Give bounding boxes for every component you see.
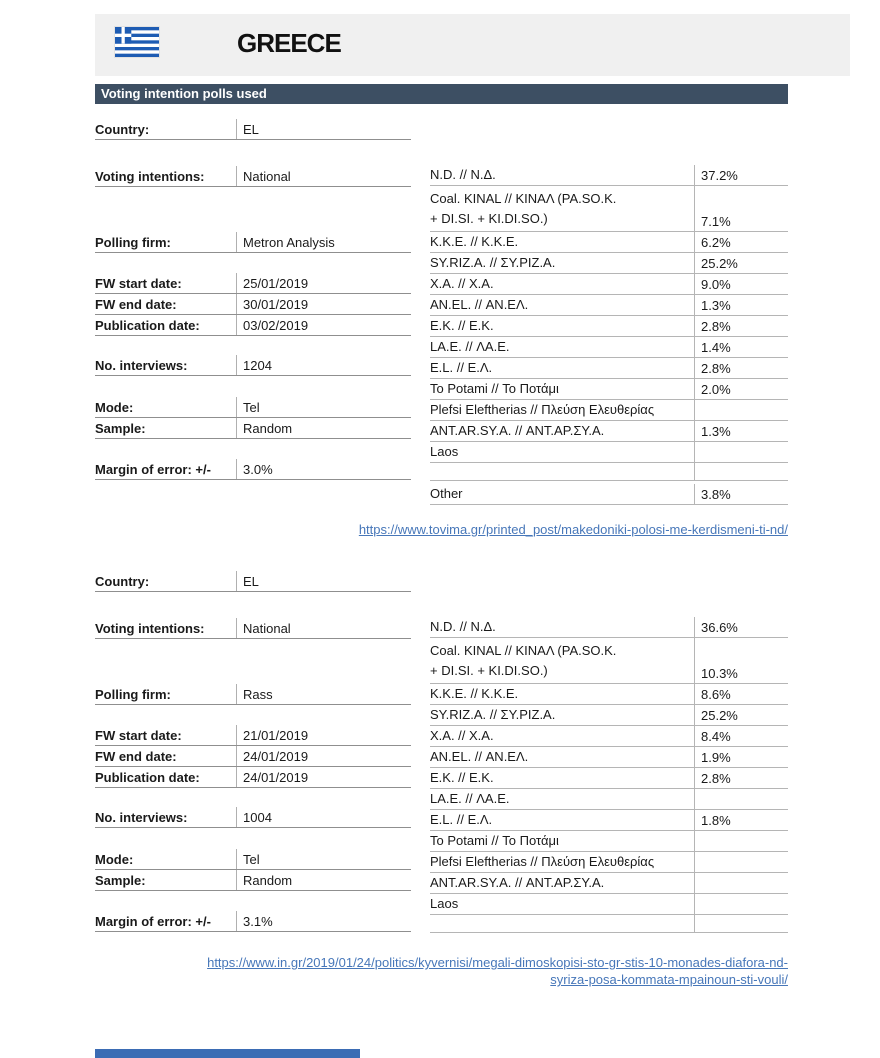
party-value: 1.4% (694, 337, 788, 357)
party-row (430, 442, 788, 463)
party-value (694, 400, 788, 420)
field-label: FW end date: (95, 296, 177, 312)
field-row-fw-start-date (95, 725, 411, 746)
party-value: 7.1% (694, 186, 788, 231)
greece-flag-icon (115, 27, 159, 57)
party-row (430, 705, 788, 726)
party-name: Coal. KINAL // ΚΙΝΑΛ (PA.SO.K. + DI.SI. + KI.DI.SO.) (430, 642, 617, 678)
field-label: Sample: (95, 872, 146, 888)
field-label: Publication date: (95, 317, 200, 333)
field-label: Polling firm: (95, 234, 171, 250)
field-row-fw-start-date (95, 273, 411, 294)
field-value: EL (236, 571, 411, 591)
field-value: 30/01/2019 (236, 294, 411, 314)
party-name: AN.EL. // ΑΝ.ΕΛ. (430, 749, 529, 764)
party-name: K.K.E. // Κ.Κ.Ε. (430, 234, 519, 249)
field-row-country (95, 571, 411, 592)
field-label: Margin of error: +/- (95, 461, 211, 477)
party-row (430, 165, 788, 186)
party-row-empty (430, 915, 788, 933)
party-row-other (430, 484, 788, 505)
field-row-polling-firm (95, 232, 411, 253)
country-header (95, 14, 850, 76)
field-label: Voting intentions: (95, 168, 205, 184)
source-link[interactable] (207, 955, 788, 987)
party-row (430, 186, 788, 232)
party-value: 9.0% (694, 274, 788, 294)
field-label: FW start date: (95, 275, 182, 291)
field-row-polling-firm (95, 684, 411, 705)
field-row-mode (95, 849, 411, 870)
field-row-country (95, 119, 411, 140)
party-name: Laos (430, 896, 459, 911)
party-name: X.A. // Χ.Α. (430, 276, 494, 291)
page-title: GREECE (237, 28, 341, 58)
party-row (430, 831, 788, 852)
party-value: 1.8% (694, 810, 788, 830)
poll2-results-table (430, 617, 788, 933)
section-header: Voting intention polls used (95, 84, 788, 104)
party-name: AN.EL. // ΑΝ.ΕΛ. (430, 297, 529, 312)
party-name: To Potami // Το Ποτάμι (430, 833, 559, 848)
party-value: 3.8% (694, 484, 788, 504)
party-row (430, 421, 788, 442)
field-value: 21/01/2019 (236, 725, 411, 745)
party-row (430, 337, 788, 358)
field-row-mode (95, 397, 411, 418)
field-row-sample (95, 418, 411, 439)
party-row (430, 789, 788, 810)
link-line[interactable]: syriza-posa-kommata-mpainoun-sti-vouli/ (550, 972, 788, 987)
party-row (430, 295, 788, 316)
field-row-voting-intentions (95, 166, 411, 187)
party-value: 25.2% (694, 253, 788, 273)
party-row (430, 726, 788, 747)
party-row (430, 400, 788, 421)
party-value: 37.2% (694, 165, 788, 185)
field-label: Country: (95, 573, 150, 589)
field-value: 24/01/2019 (236, 746, 411, 766)
party-value (694, 894, 788, 914)
party-value: 2.8% (694, 358, 788, 378)
party-value: 2.8% (694, 316, 788, 336)
field-row-voting-intentions (95, 618, 411, 639)
field-value: 03/02/2019 (236, 315, 411, 335)
party-row (430, 379, 788, 400)
field-value: Metron Analysis (236, 232, 411, 252)
party-value (694, 915, 788, 932)
field-label: No. interviews: (95, 357, 188, 373)
party-name: K.K.E. // Κ.Κ.Ε. (430, 686, 519, 701)
field-value: 3.1% (236, 911, 411, 931)
party-value (694, 463, 788, 480)
next-section-bar-fragment (95, 1049, 360, 1058)
party-value: 2.8% (694, 768, 788, 788)
field-value: Rass (236, 684, 411, 704)
party-value (694, 831, 788, 851)
party-row (430, 232, 788, 253)
field-row-margin-of-error (95, 911, 411, 932)
party-row-empty (430, 463, 788, 481)
party-value (694, 442, 788, 462)
party-name: SY.RIZ.A. // ΣΥ.ΡΙΖ.Α. (430, 707, 556, 722)
field-row-no-interviews (95, 807, 411, 828)
field-value: 25/01/2019 (236, 273, 411, 293)
field-label: FW start date: (95, 727, 182, 743)
party-value (694, 873, 788, 893)
party-row (430, 684, 788, 705)
party-name: SY.RIZ.A. // ΣΥ.ΡΙΖ.Α. (430, 255, 556, 270)
field-label: No. interviews: (95, 809, 188, 825)
party-row (430, 873, 788, 894)
field-value: 3.0% (236, 459, 411, 479)
party-row (430, 768, 788, 789)
party-row (430, 253, 788, 274)
field-value: Tel (236, 849, 411, 869)
party-row (430, 617, 788, 638)
field-label: Country: (95, 121, 150, 137)
field-value: EL (236, 119, 411, 139)
party-name: LA.E. // ΛΑ.Ε. (430, 339, 510, 354)
party-row (430, 810, 788, 831)
party-row (430, 274, 788, 295)
field-label: Margin of error: +/- (95, 913, 211, 929)
field-row-sample (95, 870, 411, 891)
party-name (430, 463, 694, 480)
field-row-fw-end-date (95, 746, 411, 767)
field-value: Random (236, 418, 411, 438)
party-name: Other (430, 486, 463, 501)
party-value: 1.9% (694, 747, 788, 767)
party-value: 1.3% (694, 295, 788, 315)
link-line[interactable]: https://www.in.gr/2019/01/24/politics/kyvernisi/megali-dimoskopisi-sto-gr-stis-10-monades-diafora-nd- (207, 955, 788, 970)
poll2-source (95, 954, 788, 988)
party-row (430, 747, 788, 768)
field-value: 24/01/2019 (236, 767, 411, 787)
party-name: ANT.AR.SY.A. // ΑΝΤ.ΑΡ.ΣΥ.Α. (430, 423, 605, 438)
field-row-fw-end-date (95, 294, 411, 315)
field-label: Mode: (95, 399, 134, 415)
field-label: Polling firm: (95, 686, 171, 702)
party-value: 2.0% (694, 379, 788, 399)
field-row-publication-date (95, 767, 411, 788)
party-name: Plefsi Eleftherias // Πλεύση Ελευθερίας (430, 854, 655, 869)
party-name: Plefsi Eleftherias // Πλεύση Ελευθερίας (430, 402, 655, 417)
party-name: LA.E. // ΛΑ.Ε. (430, 791, 510, 806)
party-value: 6.2% (694, 232, 788, 252)
party-row (430, 316, 788, 337)
field-value: National (236, 166, 411, 186)
field-label: FW end date: (95, 748, 177, 764)
field-label: Mode: (95, 851, 134, 867)
party-value: 10.3% (694, 638, 788, 683)
poll1-source (95, 521, 788, 538)
party-row (430, 894, 788, 915)
party-value: 8.6% (694, 684, 788, 704)
party-name: E.K. // Ε.Κ. (430, 770, 494, 785)
party-name: Coal. KINAL // ΚΙΝΑΛ (PA.SO.K. + DI.SI. + KI.DI.SO.) (430, 190, 617, 226)
party-value: 1.3% (694, 421, 788, 441)
party-value (694, 789, 788, 809)
party-name: E.L. // Ε.Λ. (430, 812, 493, 827)
field-label: Voting intentions: (95, 620, 205, 636)
party-value: 8.4% (694, 726, 788, 746)
party-name: Laos (430, 444, 459, 459)
field-value: 1204 (236, 355, 411, 375)
field-value: National (236, 618, 411, 638)
party-name: ANT.AR.SY.A. // ΑΝΤ.ΑΡ.ΣΥ.Α. (430, 875, 605, 890)
poll1-results-table (430, 165, 788, 505)
party-row (430, 852, 788, 873)
party-name: E.L. // Ε.Λ. (430, 360, 493, 375)
field-value: Random (236, 870, 411, 890)
party-name (430, 915, 694, 932)
field-label: Sample: (95, 420, 146, 436)
party-row (430, 358, 788, 379)
party-row (430, 638, 788, 684)
party-name: N.D. // Ν.Δ. (430, 167, 496, 182)
party-name: N.D. // Ν.Δ. (430, 619, 496, 634)
party-value: 25.2% (694, 705, 788, 725)
field-label: Publication date: (95, 769, 200, 785)
field-row-no-interviews (95, 355, 411, 376)
party-name: To Potami // Το Ποτάμι (430, 381, 559, 396)
field-row-margin-of-error (95, 459, 411, 480)
field-row-publication-date (95, 315, 411, 336)
source-link[interactable]: https://www.tovima.gr/printed_post/makedoniki-polosi-me-kerdismeni-ti-nd/ (358, 522, 788, 537)
poll2-meta-table (95, 571, 411, 932)
poll1-meta-table (95, 119, 411, 480)
field-value: Tel (236, 397, 411, 417)
field-value: 1004 (236, 807, 411, 827)
party-name: E.K. // Ε.Κ. (430, 318, 494, 333)
party-value: 36.6% (694, 617, 788, 637)
party-name: X.A. // Χ.Α. (430, 728, 494, 743)
party-value (694, 852, 788, 872)
